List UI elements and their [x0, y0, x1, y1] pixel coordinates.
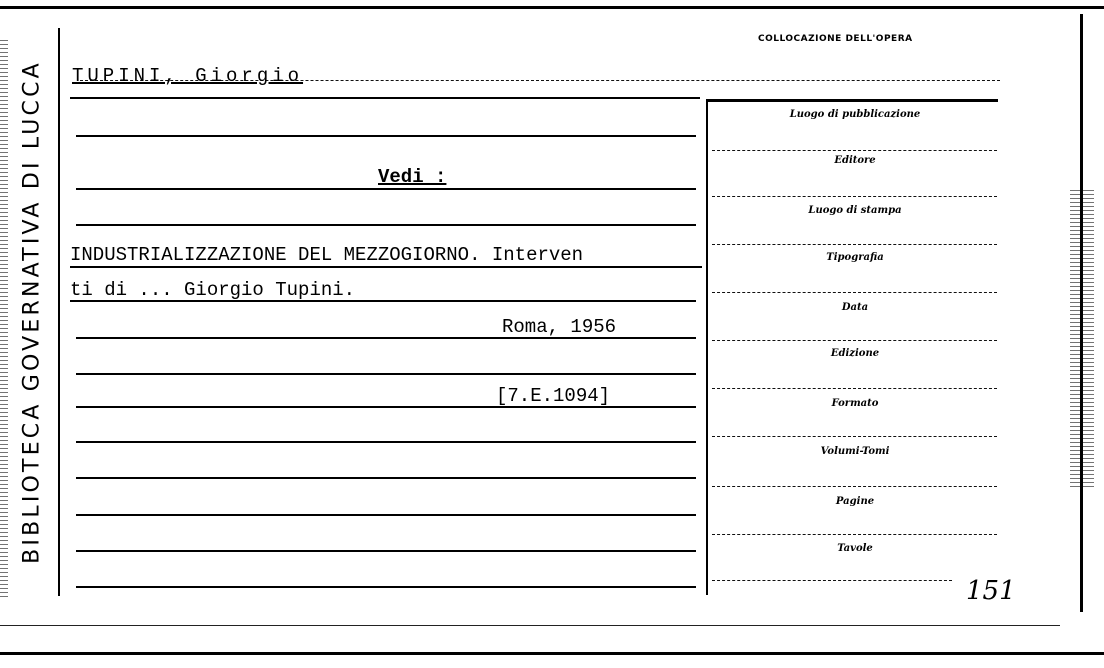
- field-rule: [712, 244, 997, 245]
- title-line-2: ti di ... Giorgio Tupini.: [70, 279, 356, 301]
- field-tipografia: Tipografia: [826, 252, 884, 263]
- field-box-top: [706, 99, 998, 102]
- field-rule: [712, 486, 997, 487]
- field-luogo-stampa: Luogo di stampa: [808, 205, 902, 216]
- margin-rule: [58, 28, 60, 596]
- field-luogo-pubblicazione: Luogo di pubblicazione: [789, 109, 921, 120]
- ruled-line: [76, 514, 696, 516]
- field-rule: [712, 196, 997, 197]
- field-edizione: Edizione: [830, 348, 880, 359]
- handwritten-number: 151: [966, 576, 1016, 606]
- field-rule: [712, 534, 997, 535]
- library-spine: [10, 12, 54, 612]
- library-name: BIBLIOTECA GOVERNATIVA DI LUCCA: [19, 60, 45, 564]
- card-bottom-border: [0, 652, 1104, 655]
- shelfmark: [7.E.1094]: [496, 385, 611, 407]
- vedi-reference: Vedi :: [378, 166, 447, 188]
- field-rule: [712, 150, 997, 151]
- ruled-line: [70, 266, 702, 268]
- ruled-line: [76, 224, 696, 226]
- field-volumi-tomi: Volumi-Tomi: [820, 446, 890, 457]
- field-formato: Formato: [831, 398, 879, 409]
- ruled-line: [76, 373, 696, 375]
- card-bottom-rule: [0, 625, 1060, 626]
- scan-noise-right: [1070, 190, 1094, 490]
- ruled-line: [76, 586, 696, 588]
- ruled-line: [76, 550, 696, 552]
- title-line-1: INDUSTRIALIZZAZIONE DEL MEZZOGIORNO. Interven: [70, 244, 584, 266]
- place-year: Roma, 1956: [502, 316, 617, 338]
- field-tavole: Tavole: [837, 543, 873, 554]
- author-heading: TUPINI, Giorgio: [72, 65, 304, 87]
- ruled-line: [70, 97, 700, 99]
- ruled-line: [76, 477, 696, 479]
- field-rule: [712, 388, 997, 389]
- field-rule: [712, 580, 952, 581]
- field-data: Data: [841, 302, 869, 313]
- ruled-line: [76, 441, 696, 443]
- field-rule: [712, 436, 997, 437]
- ruled-line: [76, 135, 696, 137]
- card-top-border: [0, 6, 1104, 9]
- field-editore: Editore: [834, 155, 876, 166]
- field-rule: [712, 340, 997, 341]
- collocazione-header: COLLOCAZIONE DELL'OPERA: [758, 34, 913, 44]
- field-rule: [712, 292, 997, 293]
- field-pagine: Pagine: [835, 496, 875, 507]
- ruled-line: [76, 188, 696, 190]
- field-box-left: [706, 100, 708, 595]
- scan-noise-left: [0, 40, 8, 600]
